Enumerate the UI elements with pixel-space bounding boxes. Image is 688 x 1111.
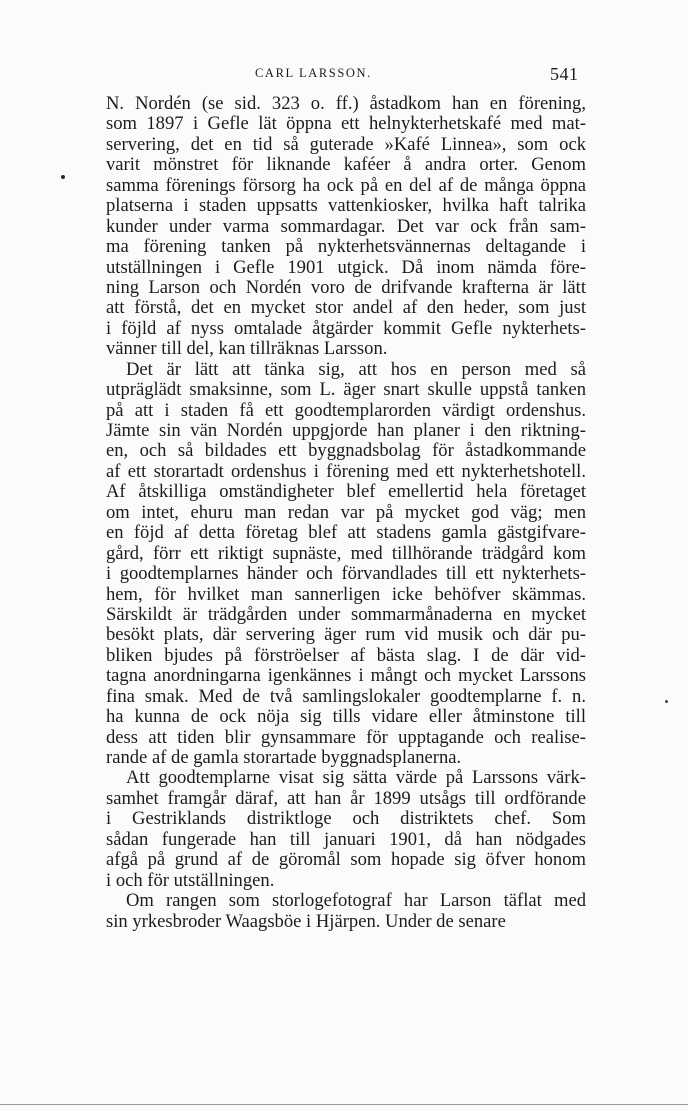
text-line: som 1897 i Gefle lät öppna ett helnykterhetskafé med mat- [106,113,586,135]
text-line: samhet framgår däraf, att han år 1899 utsågs till ordförande [106,787,586,809]
text-line: att förstå, det en mycket stor andel af den heder, som just [106,297,586,319]
text-line: kunder under varma sommardagar. Det var ock från sam- [106,215,586,237]
margin-speck [61,175,65,179]
text-line: om intet, ehuru man redan var på mycket god väg; men [106,501,586,523]
text-line: i goodtemplarnes händer och förvandlades till ett nykterhets- [106,563,586,585]
text-line: Särskildt är trädgården under sommarmånaderna en mycket [106,603,586,625]
text-line: gård, förr ett riktigt supnäste, med tillhörande trädgård kom [106,542,586,564]
text-line: fina smak. Med de två samlingslokaler goodtemplarne f. n. [106,685,586,707]
text-line: Om rangen som storlogefotograf har Larson täflat med [126,890,586,912]
text-line: dess att tiden blir gynsammare för upptagande och realise- [106,726,586,748]
text-line: Af åtskilliga omständigheter blef emellertid hela företaget [106,481,586,503]
text-line: i Gestriklands distriktloge och distriktets chef. Som [106,808,586,830]
text-line: N. Nordén (se sid. 323 o. ff.) åstadkom han en förening, [106,93,586,114]
text-line: afgå på grund af de göromål som hopade sig öfver honom [106,849,586,871]
body-text [106,94,586,932]
text-line: tagna anordningarna igenkännes i mångt och mycket Larssons [106,665,586,687]
text-line: samma förenings försorg ha ock på en del af de många öppna [106,174,586,196]
text-line: servering, det en tid så guterade »Kafé Linnea», som ock [106,133,586,155]
text-line: en, och så bildades ett byggnadsbolag för åstadkommande [106,440,586,462]
text-line: i och för utställningen. [106,869,275,891]
paragraph [106,768,586,891]
text-line: bliken bjudes på förströelser af bästa slag. I de där vid- [106,644,586,666]
text-line: ma förening tanken på nykterhetsvännernas deltagande i [106,236,586,258]
text-line: besökt plats, där servering äger rum vid musik och där pu- [106,624,586,646]
text-line: rande af de gamla storartade byggnadsplanerna. [106,747,462,768]
text-line: Det är lätt att tänka sig, att hos en person med så [126,358,586,380]
paragraph [106,94,586,360]
text-line: hem, för hvilket man sannerligen icke behöfver skämmas. [106,583,586,605]
text-line: sådan fungerade han till januari 1901, då han nödgades [106,828,586,850]
text-line: i föjld af nyss omtalade åtgärder kommit Gefle nykterhets- [106,317,586,339]
text-line: sin yrkesbroder Waagsböe i Hjärpen. Under de senare [106,910,506,932]
text-line: en föjd af detta företag blef att stadens gamla gästgifvare- [106,522,586,544]
text-line: Att goodtemplarne visat sig sätta värde på Larssons värk- [126,767,586,789]
text-line: vänner till del, kan tillräknas Larsson. [106,338,388,360]
text-line: ning Larson och Nordén voro de drifvande krafterna är lätt [106,276,586,298]
text-line: af ett storartadt ordenshus i förening med ett nykterhetshotell. [106,460,586,482]
text-line: platserna i staden uppsatts vattenkiosker, hvilka haft talrika [106,195,586,217]
page-bottom-edge [0,1104,688,1105]
text-line: ha kunna de ock nöja sig tills vidare eller åtminstone till [106,706,586,728]
text-line: utpräglädt smaksinne, som L. äger snart skulle uppstå tanken [106,379,586,401]
paragraph [106,891,586,932]
page-number: 541 [550,64,579,84]
running-title: CARL LARSSON. [255,66,372,80]
text-line: varit mönstret för liknande kaféer å andra orter. Genom [106,154,586,176]
margin-speck-right [665,700,668,703]
text-line: utställningen i Gefle 1901 utgick. Då inom nämda före- [106,256,586,278]
text-line: Jämte sin vän Nordén uppgjorde han planer i den riktning- [106,420,586,441]
text-line: på att i staden få ett goodtemplarorden värdigt ordenshus. [106,399,586,421]
paragraph [106,360,586,769]
running-header [0,64,688,88]
